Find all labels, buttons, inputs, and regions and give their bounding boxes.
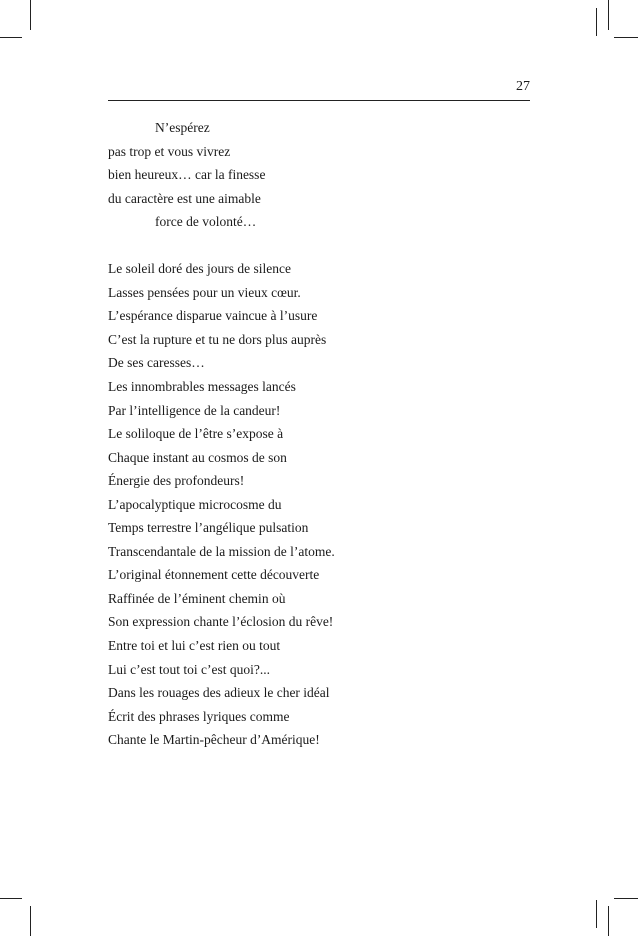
epigraph-line: pas trop et vous vivrez xyxy=(108,143,231,159)
poem-line: L’apocalyptique microcosme du xyxy=(108,496,282,512)
poem-line: Dans les rouages des adieux le cher idéal xyxy=(108,685,330,701)
poem-line: L’espérance disparue vaincue à l’usure xyxy=(108,308,318,324)
poem-line: Lui c’est tout toi c’est quoi?... xyxy=(108,661,270,677)
crop-mark-top-left-h xyxy=(0,37,22,38)
poem-line: Entre toi et lui c’est rien ou tout xyxy=(108,638,281,654)
header-rule xyxy=(108,100,530,101)
poem-line: Le soliloque de l’être s’expose à xyxy=(108,426,284,442)
crop-mark-top-right-h xyxy=(614,37,638,38)
poem-line: Les innombrables messages lancés xyxy=(108,379,296,395)
poem-line: Temps terrestre l’angélique pulsation xyxy=(108,520,309,536)
poem-line: Le soleil doré des jours de silence xyxy=(108,261,291,277)
poem-line: C’est la rupture et tu ne dors plus auprès xyxy=(108,331,327,347)
epigraph-line: N’espérez xyxy=(155,120,210,135)
page-body xyxy=(108,116,538,752)
poem-line: Écrit des phrases lyriques comme xyxy=(108,708,290,724)
crop-mark-top-right-v2 xyxy=(608,0,609,30)
poem-line: Son expression chante l’éclosion du rêve! xyxy=(108,614,334,630)
crop-mark-bottom-right-v1 xyxy=(596,900,597,928)
epigraph xyxy=(108,116,538,234)
poem-line: De ses caresses… xyxy=(108,355,205,371)
crop-mark-bottom-right-h xyxy=(614,898,638,899)
poem-line: L’original étonnement cette découverte xyxy=(108,567,320,583)
poem-line: Chaque instant au cosmos de son xyxy=(108,449,287,465)
stanza-gap xyxy=(108,234,538,258)
poem-line: Lasses pensées pour un vieux cœur. xyxy=(108,284,301,300)
page-number: 27 xyxy=(516,79,530,94)
crop-mark-bottom-left-v xyxy=(30,906,31,936)
poem-line: Énergie des profondeurs! xyxy=(108,473,245,489)
poem-line: Chante le Martin-pêcheur d’Amérique! xyxy=(108,732,320,748)
poem-line: Transcendantale de la mission de l’atome. xyxy=(108,543,335,559)
crop-mark-bottom-right-v2 xyxy=(608,906,609,936)
epigraph-line: force de volonté… xyxy=(155,214,257,230)
epigraph-line: bien heureux… car la finesse xyxy=(108,167,266,183)
crop-mark-top-right-v1 xyxy=(596,8,597,36)
crop-mark-bottom-left-h xyxy=(0,898,22,899)
poem-line: Raffinée de l’éminent chemin où xyxy=(108,590,286,606)
crop-mark-top-left-v xyxy=(30,0,31,30)
poem-line: Par l’intelligence de la candeur! xyxy=(108,402,281,418)
epigraph-line: du caractère est une aimable xyxy=(108,190,261,206)
poem xyxy=(108,257,538,751)
